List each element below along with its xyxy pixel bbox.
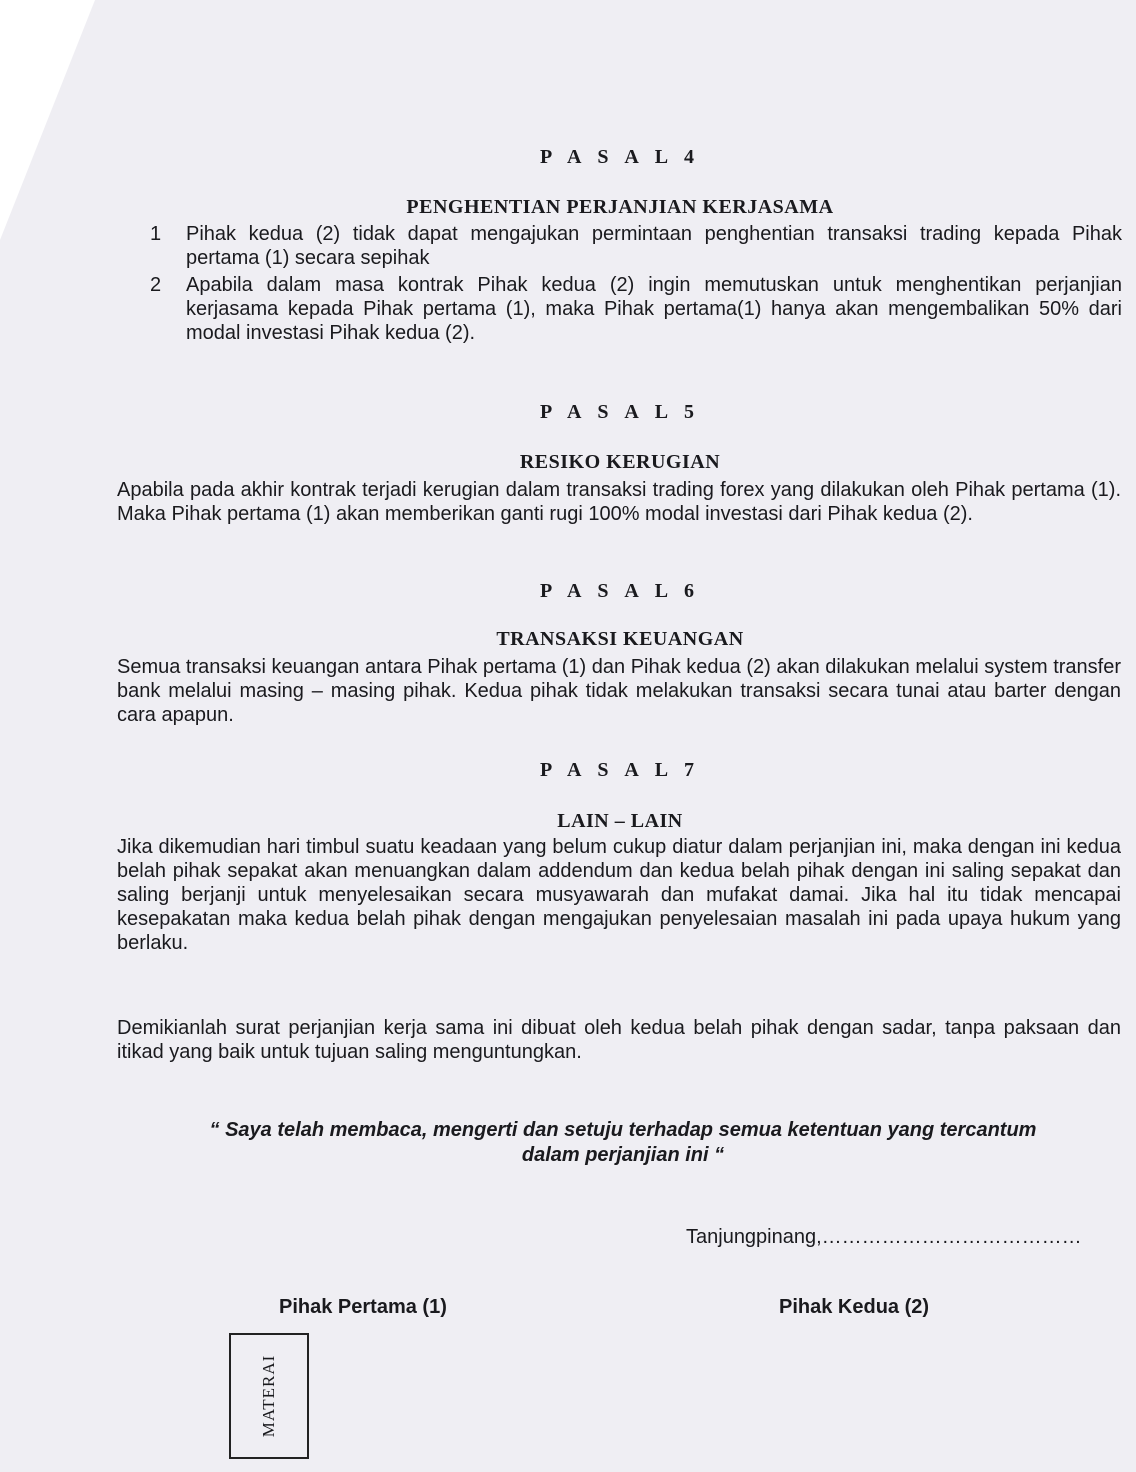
pasal-6-heading: TRANSAKSI KEUANGAN [496,628,744,650]
item-number: 1 [150,223,162,245]
item-number: 2 [150,274,162,296]
pasal-5-text: Apabila pada akhir kontrak terjadi kerugian dalam transaksi trading forex yang dilakukan oleh Pihak pertama (1). Maka Pihak pertama (1) akan memberikan ganti rugi 100% modal investasi dari Pihak kedua (2). [117,479,1121,525]
pasal-6-title: P A S A L 6 [540,580,700,602]
pasal-7-title: P A S A L 7 [540,759,700,781]
party-1-label: Pihak Pertama (1) [279,1296,447,1318]
pasal-5-title: P A S A L 5 [540,401,700,423]
pasal-4-heading: PENGHENTIAN PERJANJIAN KERJASAMA [406,196,834,218]
closing-statement: Demikianlah surat perjanjian kerja sama ini dibuat oleh kedua belah pihak dengan sadar, tanpa paksaan dan itikad yang baik untuk tujuan saling menguntungkan. [117,1017,1121,1063]
pasal-7-text: Jika dikemudian hari timbul suatu keadaan yang belum cukup diatur dalam perjanjian ini, maka dengan ini kedua belah pihak sepakat akan menuangkan dalam addendum dan kedua belah pihak dengan ini saling sepakat dan saling berjanji untuk menyelesaikan secara musyawarah dan mufakat damai. Jika hal itu tidak mencapai kesepakatan maka kedua belah pihak dengan mengajukan penyelesaian masalah ini pada upaya hukum yang berlaku. [117,836,1121,954]
agreement-quote-line-2: dalam perjanjian ini “ [521,1144,725,1166]
agreement-quote-line-1: “ Saya telah membaca, mengerti dan setuju terhadap semua ketentuan yang tercantum [209,1119,1037,1141]
pasal-4-title: P A S A L 4 [540,146,700,168]
stamp-duty-box [229,1333,309,1459]
stamp-label: MATERAI [259,1354,278,1438]
item-text: Apabila dalam masa kontrak Pihak kedua (2) ingin memutuskan untuk menghentikan perjanjian kerjasama kepada Pihak pertama (1), maka Pihak pertama(1) hanya akan mengembalikan 50% dari modal investasi Pihak kedua (2). [186,274,1122,344]
pasal-5-heading: RESIKO KERUGIAN [519,451,721,473]
party-2-label: Pihak Kedua (2) [779,1296,930,1318]
pasal-7-heading: LAIN – LAIN [557,810,683,832]
item-text: Pihak kedua (2) tidak dapat mengajukan permintaan penghentian transaksi trading kepada Pihak pertama (1) secara sepihak [186,223,1122,269]
place-date-line: Tanjungpinang,………………………………… [686,1226,1082,1248]
pasal-6-text: Semua transaksi keuangan antara Pihak pertama (1) dan Pihak kedua (2) akan dilakukan melalui system transfer bank melalui masing – masing pihak. Kedua pihak tidak melakukan transaksi secara tunai atau barter dengan cara apapun. [117,656,1121,726]
